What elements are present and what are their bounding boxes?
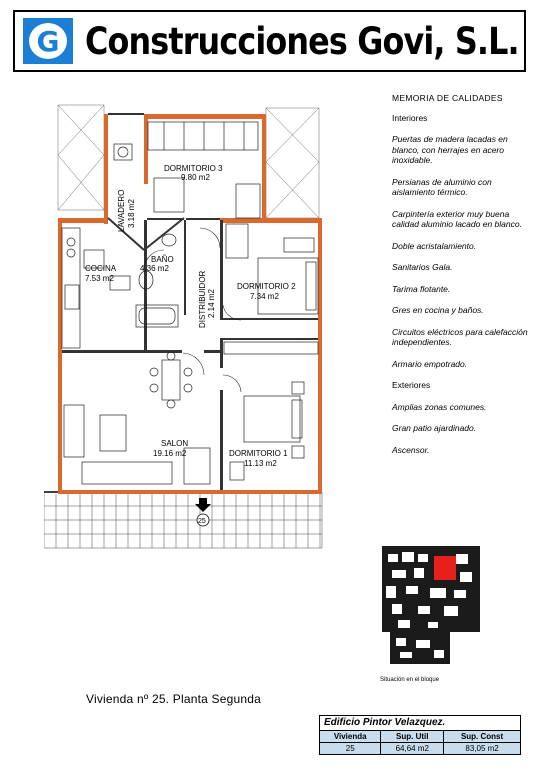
site-map-highlight [434, 556, 456, 580]
quality-item: Gran patio ajardinado. [392, 423, 477, 433]
room-dorm2-area: 7.34 m2 [250, 292, 279, 301]
summary-table [319, 715, 521, 755]
building-name: Edificio Pintor Velazquez. [320, 716, 520, 731]
quality-item: Gres en cocina y baños. [392, 305, 484, 315]
plan-caption: Vivienda nº 25. Planta Segunda [86, 692, 261, 706]
room-bath-name: BAÑO [151, 255, 174, 264]
site-map-caption: Situación en el bloque [380, 677, 440, 683]
built-area: 83,05 m2 [444, 743, 520, 755]
quality-item: Circuitos eléctricos para calefacción independientes. [392, 326, 528, 347]
site-map [378, 540, 484, 667]
quality-item: Ascensor. [392, 444, 430, 455]
door-swings [144, 228, 241, 392]
unit-marker-label: 25 [198, 518, 206, 525]
room-hall-name: DISTRIBUIDOR [198, 270, 207, 328]
floor-plan [44, 100, 324, 550]
interior-heading: Interiores [392, 112, 428, 123]
quality-item: Puertas de madera lacadas en blanco, con herrajes en acero inoxidable. [392, 134, 508, 165]
room-bath-area: 4.36 m2 [140, 264, 169, 273]
unit-number: 25 [320, 743, 381, 755]
room-dorm3-area: 9.80 m2 [181, 173, 210, 182]
exterior-heading: Exteriores [392, 380, 431, 390]
room-hall-area: 2.14 m2 [207, 289, 216, 318]
qualities-title: MEMORIA DE CALIDADES [392, 93, 503, 103]
table-row [320, 743, 520, 755]
useful-area: 64,64 m2 [381, 743, 444, 755]
room-salon-name: SALON [161, 439, 189, 448]
room-dorm1-name: DORMITORIO 1 [229, 449, 288, 458]
col-header: Sup. Const [444, 731, 520, 743]
quality-item: Persianas de aluminio con aislamiento térmico. [392, 176, 492, 197]
room-dorm3-name: DORMITORIO 3 [164, 164, 223, 173]
terrace-grid [44, 492, 322, 548]
room-kitchen-name: COCINA [85, 264, 117, 273]
room-kitchen-area: 7.53 m2 [85, 274, 114, 283]
quality-item: Tarima flotante. [392, 283, 451, 294]
company-name: Construcciones Govi, S.L. [85, 20, 519, 63]
room-dorm2-name: DORMITORIO 2 [237, 282, 296, 291]
company-logo [23, 18, 73, 64]
header-banner [13, 10, 526, 72]
room-dorm1-area: 11.13 m2 [244, 459, 277, 468]
col-header: Sup. Util [381, 731, 444, 743]
room-laundry-name: LAVADERO [117, 189, 126, 232]
quality-item: Amplias zonas comunes. [392, 401, 487, 412]
room-laundry-area: 3.18 m2 [127, 199, 136, 228]
quality-item: Carpintería exterior muy buena calidad aluminio lacado en blanco. [392, 208, 522, 229]
room-salon-area: 19.16 m2 [153, 449, 187, 458]
quality-item: Doble acristalamiento. [392, 240, 477, 251]
qualities-list [392, 93, 537, 466]
quality-item: Sanitarios Gala. [392, 262, 453, 272]
col-header: Vivienda [320, 731, 381, 743]
quality-item: Armario empotrado. [392, 358, 468, 369]
logo-letter: G [29, 23, 67, 59]
